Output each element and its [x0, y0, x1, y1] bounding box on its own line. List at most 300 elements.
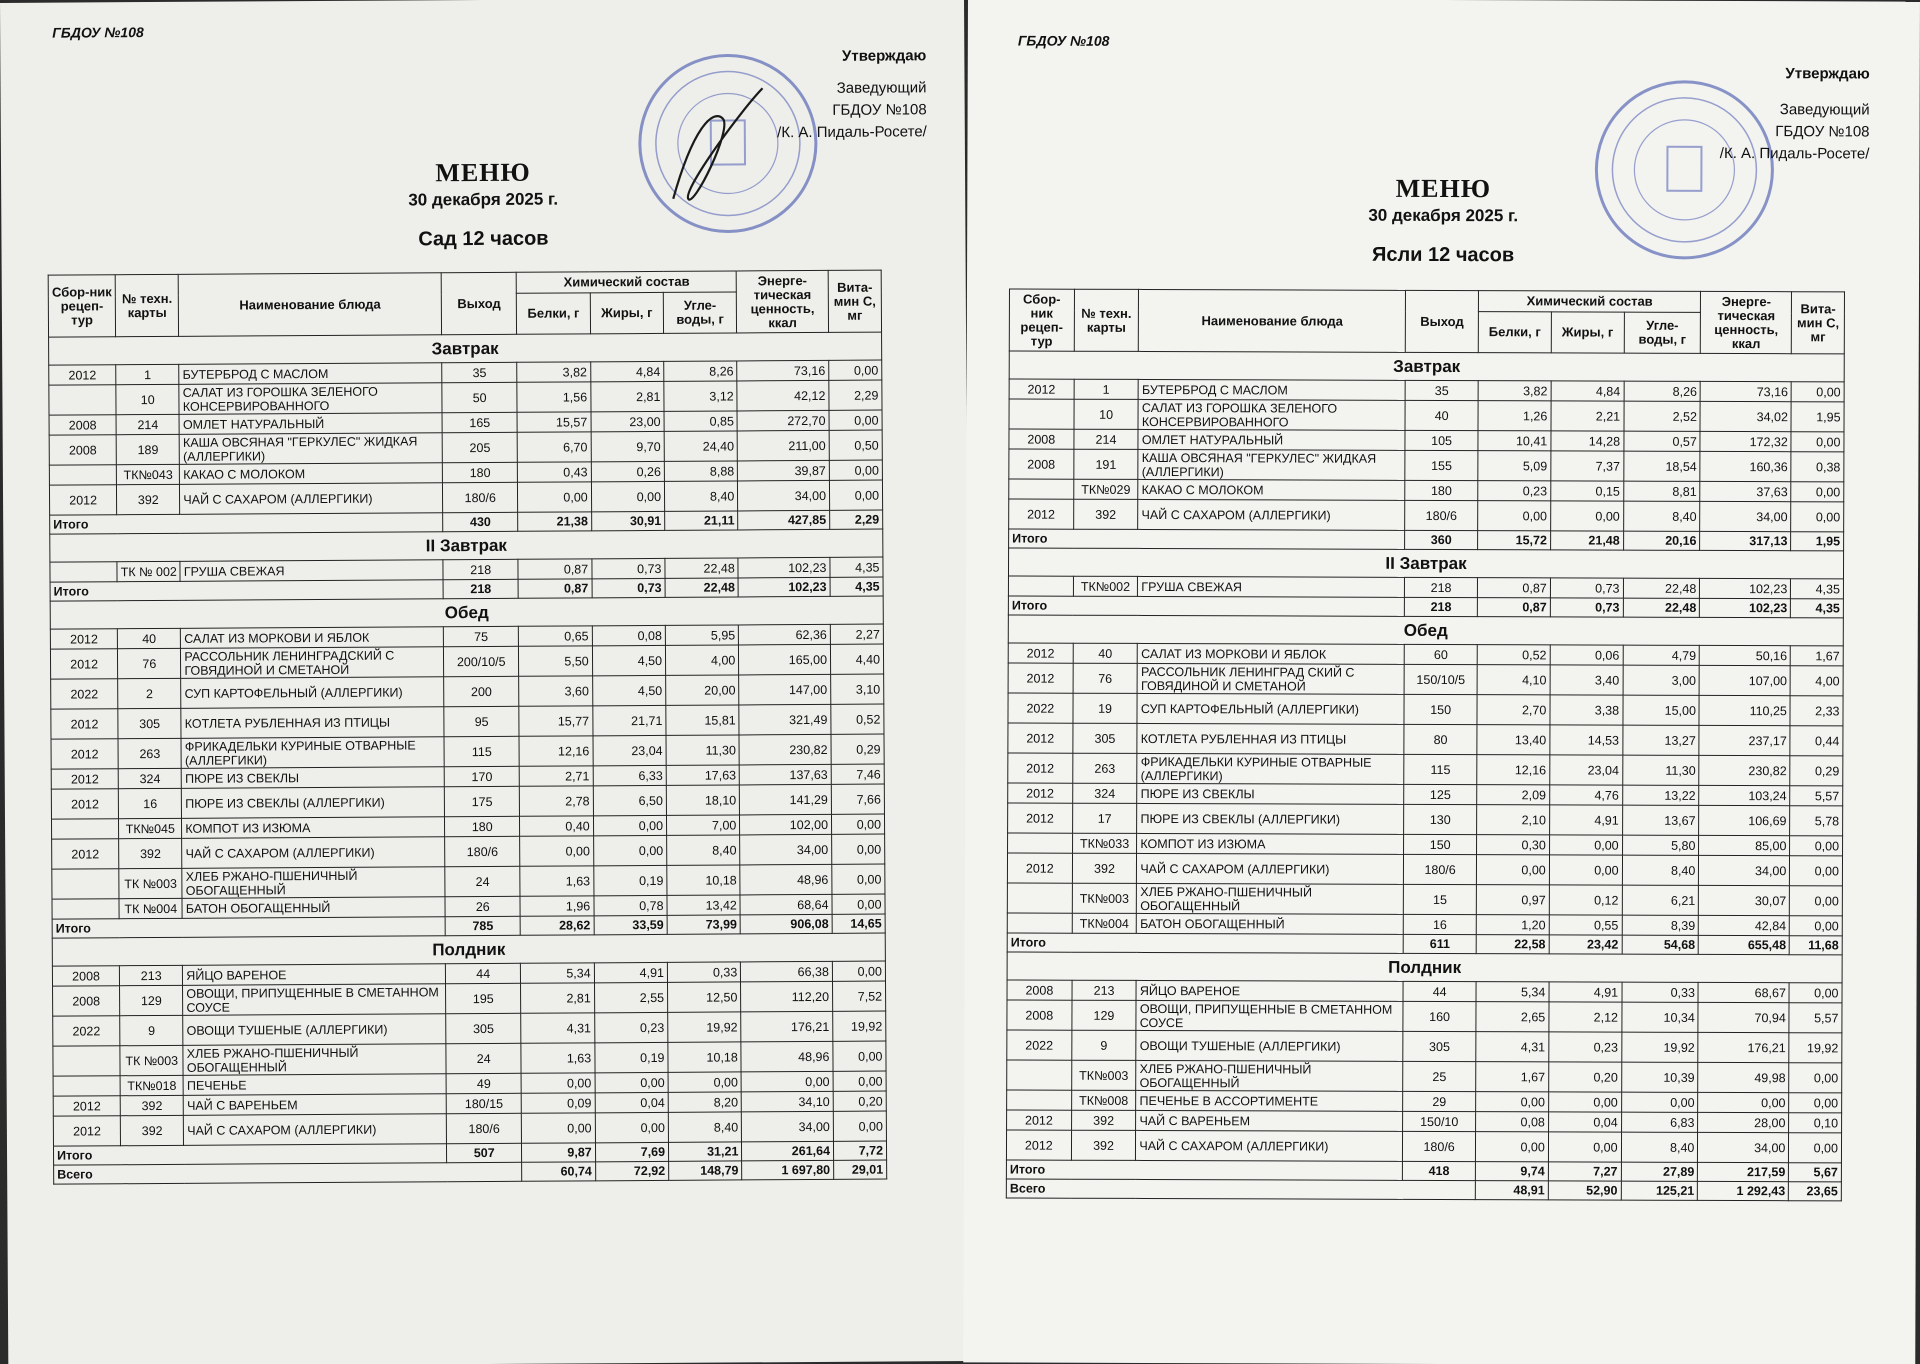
cell: 0,87: [1477, 578, 1550, 598]
approve-heading: Утверждаю: [1785, 65, 1870, 83]
approve-org: ГБДОУ №108: [1775, 123, 1870, 141]
cell: 180: [1405, 480, 1478, 500]
total-label: Итого: [50, 513, 443, 534]
cell: ОВОЩИ, ПРИПУЩЕННЫЕ В СМЕТАННОМ СОУСЕ: [183, 984, 446, 1016]
cell: 218: [1405, 577, 1478, 597]
cell: 73,16: [737, 360, 829, 381]
total-cell: 906,08: [740, 914, 832, 934]
cell: 1,96: [520, 896, 593, 916]
cell: 48,96: [741, 1041, 833, 1072]
approve-role: Заведующий: [836, 79, 927, 97]
cell: 7,37: [1551, 451, 1624, 481]
cell: 24: [445, 866, 521, 896]
cell: 34,10: [742, 1091, 834, 1112]
total-cell: 0,73: [592, 578, 665, 597]
total-cell: 21,11: [665, 511, 738, 530]
menu-table: [48, 270, 888, 1185]
cell: 7,46: [831, 764, 884, 784]
cell: 17,63: [666, 765, 739, 785]
cell: 6,50: [593, 785, 666, 815]
approve-name: /К. А. Пидаль-Росете/: [777, 123, 927, 142]
section-title: Завтрак: [1009, 351, 1844, 382]
cell: 0,55: [1549, 915, 1622, 935]
cell: 0,08: [1476, 1112, 1549, 1132]
cell: 0,12: [1549, 885, 1622, 915]
cell: 34,00: [740, 834, 832, 865]
cell: 2,27: [830, 624, 883, 644]
cell: 0,00: [1791, 482, 1844, 502]
total-cell: 4,35: [1791, 599, 1844, 618]
cell: 211,00: [737, 430, 829, 461]
table-row: [1008, 723, 1843, 756]
table-row: [1007, 1060, 1842, 1093]
cell: 0,00: [1790, 886, 1843, 916]
cell: 0,04: [1548, 1112, 1621, 1132]
cell: 15,57: [517, 412, 590, 432]
cell: 160,36: [1700, 451, 1791, 481]
cell: ФРИКАДЕЛЬКИ КУРИНЫЕ ОТВАРНЫЕ (АЛЛЕРГИКИ): [1137, 753, 1404, 784]
cell: 3,82: [1478, 381, 1551, 401]
cell: 2022: [53, 1016, 120, 1046]
cell: ТК№002: [1073, 576, 1138, 596]
cell: 35: [1405, 380, 1478, 400]
cell: 150/10: [1403, 1111, 1476, 1131]
cell: 3,38: [1550, 695, 1623, 725]
cell: 17: [1072, 803, 1137, 833]
cell: 2,71: [520, 766, 593, 786]
cell: [1009, 479, 1074, 499]
cell: 39,87: [738, 460, 830, 481]
cell: 26: [445, 896, 520, 916]
cell: 0,33: [667, 962, 740, 982]
cell: 3,12: [664, 381, 737, 411]
cell: 0,38: [1791, 452, 1844, 482]
cell: 24: [446, 1043, 522, 1073]
cell: 8,20: [668, 1092, 741, 1112]
cell: 263: [1072, 753, 1137, 783]
table-row: [1009, 449, 1844, 482]
menu-table: [1006, 288, 1845, 1201]
cell: 8,40: [667, 835, 740, 865]
cell: ЧАЙ С ВАРЕНЬЕМ: [1136, 1110, 1403, 1131]
menu-date: 30 декабря 2025 г.: [408, 189, 559, 210]
cell: 10: [1074, 399, 1139, 429]
cell: 214: [1074, 429, 1139, 449]
total-cell: 0,87: [1477, 598, 1550, 617]
cell: 0,23: [594, 1012, 667, 1042]
total-cell: 2,29: [830, 510, 883, 529]
cell: 218: [443, 559, 518, 579]
total-cell: 317,13: [1700, 531, 1791, 550]
cell: 10,39: [1621, 1062, 1698, 1092]
total-cell: 611: [1403, 934, 1476, 953]
total-cell: 102,23: [1700, 598, 1791, 617]
cell: 2012: [1007, 1110, 1072, 1130]
cell: 0,29: [1790, 756, 1843, 786]
cell: 2008: [49, 435, 116, 465]
cell: 20,00: [666, 675, 739, 705]
total-cell: 73,99: [667, 915, 740, 934]
table-row: [1007, 853, 1842, 886]
cell: КОМПОТ ИЗ ИЗЮМА: [1137, 833, 1404, 854]
cell: 1,56: [517, 382, 590, 412]
cell: ЧАЙ С САХАРОМ (АЛЛЕРГИКИ): [1138, 499, 1405, 530]
total-cell: 54,68: [1622, 935, 1699, 954]
cell: 0,00: [829, 480, 882, 510]
cell: 4,84: [1551, 381, 1624, 401]
cell: 0,00: [522, 1113, 595, 1143]
cell: ПЮРЕ ИЗ СВЕКЛЫ (АЛЛЕРГИКИ): [182, 787, 445, 819]
cell: 0,87: [518, 559, 591, 579]
cell: 175: [444, 786, 520, 816]
cell: 0,00: [832, 834, 885, 864]
cell: 62,36: [739, 624, 831, 645]
cell: 2,55: [594, 982, 667, 1012]
cell: 2008: [1007, 1000, 1072, 1030]
section-title: Полдник: [52, 933, 885, 966]
cell: 19,92: [668, 1012, 741, 1042]
cell: САЛАТ ИЗ МОРКОВИ И ЯБЛОК: [181, 627, 444, 649]
cell: 0,06: [1550, 645, 1623, 665]
cell: 180: [442, 462, 517, 482]
cell: ФРИКАДЕЛЬКИ КУРИНЫЕ ОТВАРНЫЕ (АЛЛЕРГИКИ): [181, 737, 444, 769]
cell: ТК№004: [1072, 913, 1137, 933]
cell: 5,57: [1790, 786, 1843, 806]
cell: 1,67: [1791, 646, 1844, 666]
approve-heading: Утверждаю: [841, 47, 927, 65]
cell: 180/6: [1403, 1131, 1476, 1161]
cell: 0,00: [832, 864, 885, 894]
cell: 49,98: [1698, 1062, 1789, 1092]
cell: 5,50: [519, 646, 592, 676]
cell: 392: [119, 838, 182, 868]
header-fat: Жиры, г: [1551, 312, 1624, 353]
cell: 112,20: [741, 981, 833, 1012]
cell: 44: [1403, 981, 1476, 1001]
cell: 18,54: [1623, 451, 1700, 481]
header-vitamin-c: Вита-мин С, мг: [828, 270, 881, 332]
cell: 2012: [1008, 753, 1073, 783]
cell: 0,00: [1476, 855, 1549, 885]
approve-role: Заведующий: [1779, 101, 1870, 119]
cell: 1,63: [521, 1043, 594, 1073]
header-portion: Выход: [441, 272, 517, 334]
grand-total-cell: 125,21: [1621, 1181, 1698, 1200]
total-cell: 22,58: [1476, 935, 1549, 954]
cell: 3,82: [517, 362, 590, 382]
cell: 2012: [52, 839, 119, 869]
total-label: Итого: [1006, 1160, 1402, 1180]
cell: 4,76: [1550, 785, 1623, 805]
cell: 165,00: [739, 644, 831, 675]
cell: 0,23: [1549, 1032, 1622, 1062]
cell: 0,00: [1549, 835, 1622, 855]
cell: 150/10/5: [1404, 664, 1477, 694]
cell: ЧАЙ С САХАРОМ (АЛЛЕРГИКИ): [1136, 1130, 1403, 1161]
cell: ТК№008: [1071, 1090, 1136, 1110]
cell: 0,00: [1550, 501, 1623, 531]
section-title: Обед: [50, 596, 883, 629]
cell: 324: [118, 768, 181, 788]
cell: 107,00: [1699, 665, 1790, 695]
cell: 9: [120, 1015, 183, 1045]
total-cell: 507: [447, 1143, 522, 1162]
total-label: Итого: [1009, 529, 1405, 549]
cell: 2,10: [1477, 805, 1550, 835]
cell: 0,00: [1791, 382, 1844, 402]
cell: 15,81: [666, 705, 739, 735]
header-energy: Энерге-тическая ценность, ккал: [736, 270, 828, 333]
cell: 180/6: [1404, 854, 1477, 884]
cell: 0,73: [592, 558, 665, 578]
cell: 2012: [51, 709, 118, 739]
section-header: [1008, 548, 1843, 579]
cell: 35: [442, 362, 517, 382]
cell: 0,00: [829, 360, 882, 380]
cell: 23,04: [1550, 755, 1623, 785]
grand-total-cell: 48,91: [1475, 1181, 1548, 1200]
cell: 42,84: [1699, 915, 1790, 935]
cell: ЧАЙ С САХАРОМ (АЛЛЕРГИКИ): [1137, 853, 1404, 884]
cell: ТК № 002: [117, 561, 180, 581]
cell: 2012: [53, 1116, 120, 1146]
cell: 3,60: [519, 676, 592, 706]
cell: 12,16: [519, 736, 592, 766]
cell: 115: [1404, 754, 1477, 784]
cell: 68,64: [740, 894, 832, 915]
cell: 0,00: [668, 1072, 741, 1092]
cell: 73,16: [1701, 381, 1792, 401]
section-title: II Завтрак: [1008, 548, 1843, 579]
cell: 2022: [1007, 1030, 1072, 1060]
cell: 15,77: [519, 706, 592, 736]
cell: 0,26: [591, 461, 664, 481]
cell: 0,44: [1790, 726, 1843, 756]
cell: 0,00: [593, 835, 666, 865]
cell: 60: [1404, 644, 1477, 664]
cell: [52, 869, 119, 899]
cell: [1008, 576, 1073, 596]
cell: 0,00: [829, 410, 882, 430]
total-cell: 20,16: [1623, 531, 1700, 550]
cell: 21,71: [593, 705, 666, 735]
cell: 13,22: [1622, 785, 1699, 805]
cell: 0,00: [832, 894, 885, 914]
cell: 8,40: [664, 481, 737, 511]
cell: 10: [116, 384, 179, 414]
total-label: Итого: [1008, 596, 1404, 616]
cell: 2012: [51, 769, 118, 789]
cell: 160: [1403, 1001, 1476, 1031]
cell: 0,19: [593, 865, 666, 895]
cell: 0,00: [1789, 1063, 1842, 1093]
cell: КАША ОВСЯНАЯ "ГЕРКУЛЕС" ЖИДКАЯ (АЛЛЕРГИКИ): [179, 433, 442, 465]
total-cell: 21,48: [1550, 531, 1623, 550]
total-cell: 15,72: [1478, 531, 1551, 550]
table-row: [1007, 1030, 1842, 1063]
cell: 7,00: [666, 815, 739, 835]
menu-title-block: [967, 172, 1919, 268]
cell: ОВОЩИ ТУШЕНЫЕ (АЛЛЕРГИКИ): [183, 1014, 446, 1046]
cell: 324: [1072, 783, 1137, 803]
cell: 5,09: [1478, 451, 1551, 481]
cell: ХЛЕБ РЖАНО-ПШЕНИЧНЫЙ ОБОГАЩЕННЫЙ: [182, 867, 445, 899]
cell: 125: [1404, 784, 1477, 804]
cell: 0,00: [1791, 432, 1844, 452]
cell: 5,34: [521, 963, 594, 983]
cell: 7,52: [832, 981, 885, 1011]
cell: 0,15: [1551, 481, 1624, 501]
cell: 42,12: [737, 380, 829, 411]
cell: 76: [118, 648, 181, 678]
cell: 50,16: [1700, 645, 1791, 665]
cell: 0,00: [593, 815, 666, 835]
cell: РАССОЛЬНИК ЛЕНИНГРАДСКИЙ С ГОВЯДИНОЙ И СМЕТАНОЙ: [181, 647, 444, 679]
cell: 0,00: [1790, 856, 1843, 886]
grand-total-cell: 1 292,43: [1698, 1181, 1789, 1200]
cell: 2,21: [1551, 401, 1624, 431]
cell: [1007, 1060, 1072, 1090]
cell: 200: [444, 676, 520, 706]
cell: 102,23: [738, 557, 830, 578]
cell: ГРУША СВЕЖАЯ: [180, 560, 443, 582]
cell: 200/10/5: [443, 646, 519, 676]
cell: 2012: [50, 649, 117, 679]
cell: 0,04: [595, 1092, 668, 1112]
section-title: Завтрак: [49, 332, 882, 365]
cell: 2: [118, 678, 181, 708]
cell: 6,83: [1621, 1112, 1698, 1132]
total-label: Итого: [52, 917, 445, 938]
table-row: [1006, 1130, 1841, 1163]
table-row: [1009, 399, 1844, 432]
cell: ТК№033: [1072, 833, 1137, 853]
cell: 1: [116, 364, 179, 384]
cell: 8,40: [668, 1112, 741, 1142]
cell: БАТОН ОБОГАЩЕННЫЙ: [1137, 913, 1404, 934]
total-cell: 0,87: [518, 579, 591, 598]
approval-block: [777, 45, 927, 144]
total-cell: 1,95: [1791, 532, 1844, 551]
cell: 2012: [1008, 643, 1073, 663]
cell: 392: [1071, 1130, 1136, 1160]
total-cell: 261,64: [742, 1141, 834, 1161]
total-cell: 7,72: [833, 1141, 886, 1160]
cell: 0,08: [592, 625, 665, 645]
cell: 0,00: [1698, 1092, 1789, 1112]
cell: 2,52: [1624, 401, 1701, 431]
cell: 4,50: [592, 645, 665, 675]
cell: ЧАЙ С ВАРЕНЬЕМ: [184, 1094, 447, 1116]
cell: 4,79: [1623, 645, 1700, 665]
cell: 129: [1072, 1000, 1137, 1030]
cell: ЧАЙ С САХАРОМ (АЛЛЕРГИКИ): [184, 1114, 447, 1146]
cell: 0,29: [831, 734, 884, 764]
cell: 2008: [53, 986, 120, 1016]
total-cell: 9,74: [1475, 1162, 1548, 1181]
header-carbs: Угле-воды, г: [1624, 312, 1701, 353]
cell: 8,40: [1621, 1132, 1698, 1162]
cell: 392: [121, 1115, 184, 1145]
cell: 1,63: [520, 866, 593, 896]
cell: 34,00: [738, 480, 830, 511]
total-cell: 4,35: [830, 577, 883, 596]
cell: 392: [1072, 853, 1137, 883]
cell: 34,00: [742, 1111, 834, 1142]
total-cell: 22,48: [665, 578, 738, 597]
cell: 15: [1404, 884, 1477, 914]
cell: 0,00: [1478, 501, 1551, 531]
cell: 165: [442, 412, 517, 432]
cell: 392: [1071, 1110, 1136, 1130]
grand-total-row: [54, 1160, 887, 1184]
header-protein: Белки, г: [1478, 312, 1551, 353]
cell: 3,00: [1623, 665, 1700, 695]
cell: ПЮРЕ ИЗ СВЕКЛЫ: [1137, 783, 1404, 804]
cell: БУТЕРБРОД С МАСЛОМ: [179, 363, 442, 385]
table-row: [1009, 499, 1844, 532]
cell: 4,91: [1549, 805, 1622, 835]
cell: 2012: [1009, 499, 1074, 529]
cell: 6,21: [1622, 885, 1699, 915]
total-cell: 7,27: [1548, 1162, 1621, 1181]
total-cell: 785: [445, 916, 520, 935]
cell: 5,34: [1476, 982, 1549, 1002]
cell: САЛАТ ИЗ МОРКОВИ И ЯБЛОК: [1138, 643, 1405, 664]
cell: 10,18: [667, 865, 740, 895]
cell: 13,27: [1622, 725, 1699, 755]
total-label: Итого: [53, 1144, 446, 1165]
cell: 110,25: [1699, 695, 1790, 725]
header-protein: Белки, г: [517, 293, 591, 334]
cell: 2012: [1008, 783, 1073, 803]
cell: 28,00: [1698, 1112, 1789, 1132]
cell: 2,12: [1549, 1002, 1622, 1032]
cell: ЧАЙ С САХАРОМ (АЛЛЕРГИКИ): [180, 483, 443, 515]
cell: 19,92: [833, 1011, 886, 1041]
cell: 2008: [1007, 980, 1072, 1000]
cell: 189: [116, 434, 179, 464]
cell: 147,00: [739, 674, 831, 705]
cell: 0,00: [831, 814, 884, 834]
cell: 2012: [50, 629, 117, 649]
cell: 321,49: [739, 704, 831, 735]
cell: 2012: [1007, 853, 1072, 883]
cell: 180/6: [446, 1113, 522, 1143]
cell: 191: [1074, 449, 1139, 479]
cell: 2012: [51, 789, 118, 819]
cell: 19: [1073, 693, 1138, 723]
header-tech-card: № техн. карты: [1074, 289, 1139, 351]
cell: 14,28: [1551, 431, 1624, 451]
section-title: Полдник: [1007, 952, 1842, 983]
cell: [53, 1046, 120, 1076]
cell: 34,02: [1700, 401, 1791, 431]
cell: ОМЛЕТ НАТУРАЛЬНЫЙ: [179, 413, 442, 435]
cell: 6,70: [518, 432, 591, 462]
table-row: [1007, 883, 1842, 916]
cell: 305: [1403, 1031, 1476, 1061]
cell: 2,70: [1477, 695, 1550, 725]
cell: 213: [120, 965, 183, 985]
cell: 40: [1073, 643, 1138, 663]
cell: 13,40: [1477, 725, 1550, 755]
cell: 0,00: [829, 460, 882, 480]
cell: 263: [118, 738, 181, 768]
cell: 2012: [49, 485, 116, 515]
cell: КОТЛЕТА РУБЛЕННАЯ ИЗ ПТИЦЫ: [181, 707, 444, 739]
header-portion: Выход: [1406, 290, 1479, 352]
